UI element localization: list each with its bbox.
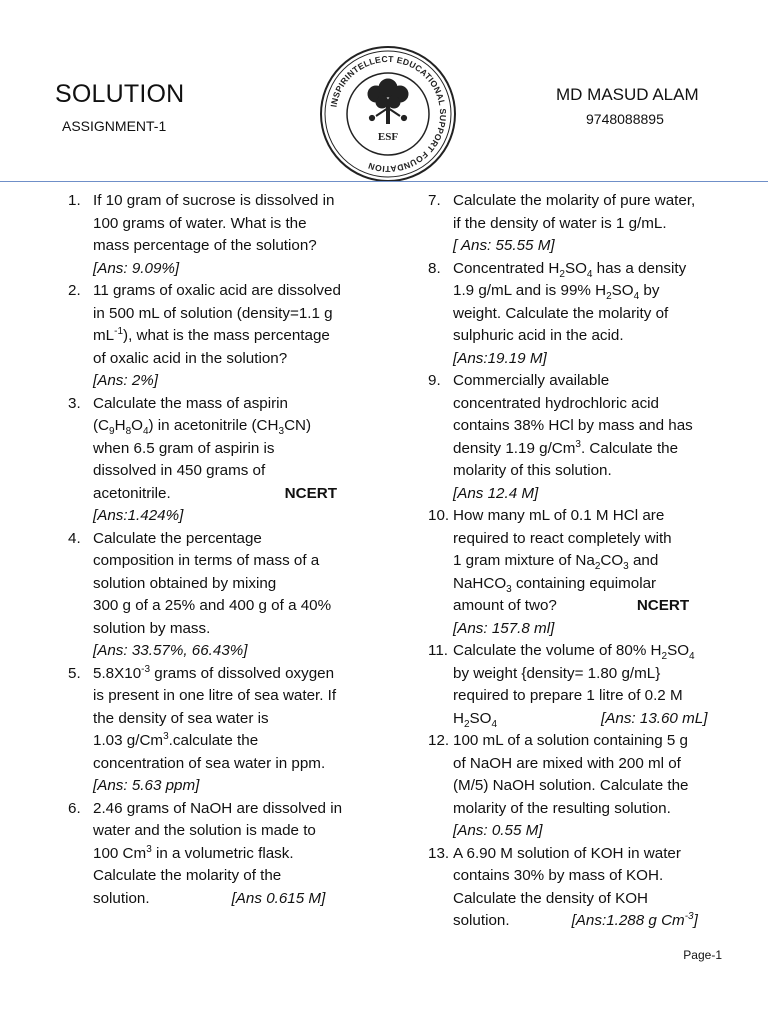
answer: [Ans 12.4 M] — [453, 484, 539, 502]
esf-seal-logo — [318, 44, 458, 184]
answer: [ Ans: 55.55 M] — [453, 237, 555, 254]
question-4: 4. Calculate the percentage composition in terms of mass of a solution obtained by mixing 300 g of a 25% and 400 g of a 40% solution by mass. [Ans: 33.57%, 66.43%] — [68, 528, 368, 663]
answer: [Ans: 157.8 ml] — [453, 619, 555, 637]
answer: [Ans:19.19 M] — [453, 349, 547, 367]
question-12: 12. 100 mL of a solution containing 5 g of NaOH are mixed with 200 ml of (M/5) NaOH solution. Calculate the molarity of the resulting solution. [Ans: 0.55 M] — [428, 730, 728, 843]
question-3: 3. Calculate the mass of aspirin $(C_9H_8O_4)$ in acetonitrile $(CH_3CN)$ when 6.5 gram of aspirin is dissolved in 450 grams of acetonitrile. NCERT [Ans:1.424%] — [68, 393, 368, 528]
answer: [Ans:1.424%] — [93, 507, 184, 524]
answer: [Ans: 9.09%] — [93, 259, 180, 277]
question-10: 10. How many mL of 0.1 M HCl are required to react completely with 1 gram mixture of $Na_2CO_3$ and NaHCO$_3$ containing equimolar amount of two? NCERT [Ans: 157.8 ml] — [428, 505, 728, 640]
answer: [Ans: 5.63 ppm] — [93, 777, 200, 794]
answer: [Ans:1.288 g $Cm^{-3}$] — [571, 910, 698, 929]
ncert-tag: NCERT — [636, 597, 690, 614]
questions-right-column — [428, 190, 728, 933]
question-8: 8. Concentrated $H_2SO_4$ has a density 1.9 g/mL and is 99% $H_2SO_4$ by weight. Calculate the molarity of sulphuric acid in the acid. [Ans:19.19 M] — [428, 258, 728, 371]
ncert-tag: NCERT — [284, 484, 337, 502]
question-11: 11. Calculate the volume of 80% $H_2SO_4$ by weight {density= 1.80 g/mL} required to prepare 1 litre of 0.2 M $H_2SO_4$ [Ans: 13.60 mL] — [428, 642, 708, 730]
header-divider — [0, 181, 768, 182]
answer: [Ans: 13.60 mL] — [601, 709, 708, 727]
answer: [Ans: 2%] — [93, 372, 158, 389]
questions-left-column — [68, 190, 368, 910]
assignment-label: ASSIGNMENT-1 — [62, 118, 167, 134]
question-5: 5. $5.8X10^{-3}$ grams of dissolved oxygen is present in one litre of sea water. If the density of sea water is 1.03 g/Cm$^3$.calculate the concentration of sea water in ppm. [Ans: 5.63 ppm] — [68, 663, 368, 798]
svg-text:INSPIRINTELLECT EDUCATIONAL SU: INSPIRINTELLECT EDUCATIONAL SUPPORT FOUNDATION — [328, 53, 449, 175]
page-title: SOLUTION — [55, 80, 185, 108]
question-9: 9. Commercially available concentrated hydrochloric acid contains 38% HCl by mass and has density 1.19 g/Cm$^3$. Calculate the molarity of this solution. [Ans 12.4 M] — [428, 370, 728, 505]
question-2: 2. 11 grams of oxalic acid are dissolved in 500 mL of solution (density=1.1 g $mL^{-1}$), what is the mass percentage of oxalic acid in the solution? [Ans: 2%] — [68, 280, 368, 393]
question-13: 13. A 6.90 M solution of KOH in water contains 30% by mass of KOH. Calculate the density of KOH solution. [Ans:1.288 g $Cm^{-3}$] — [428, 844, 698, 929]
question-6: 6. 2.46 grams of NaOH are dissolved in water and the solution is made to 100 Cm$^3$ in a volumetric flask. Calculate the molarity of the solution. [Ans 0.615 M] — [68, 799, 343, 907]
author-name: MD MASUD ALAM — [556, 85, 699, 104]
question-7: 7. Calculate the molarity of pure water, if the density of water is 1 g/mL. [ Ans: 55.55 M] — [428, 190, 728, 258]
page-number: Page-1 — [683, 948, 722, 962]
answer: [Ans: 33.57%, 66.43%] — [93, 642, 248, 659]
svg-text:ESF: ESF — [377, 131, 399, 143]
question-1: 1. If 10 gram of sucrose is dissolved in 100 grams of water. What is the mass percentage of the solution? [Ans: 9.09%] — [68, 190, 368, 280]
tree-icon — [368, 79, 408, 124]
answer: [Ans: 0.55 M] — [453, 822, 543, 839]
author-phone: 9748088895 — [586, 111, 664, 127]
answer: [Ans 0.615 M] — [231, 889, 326, 907]
